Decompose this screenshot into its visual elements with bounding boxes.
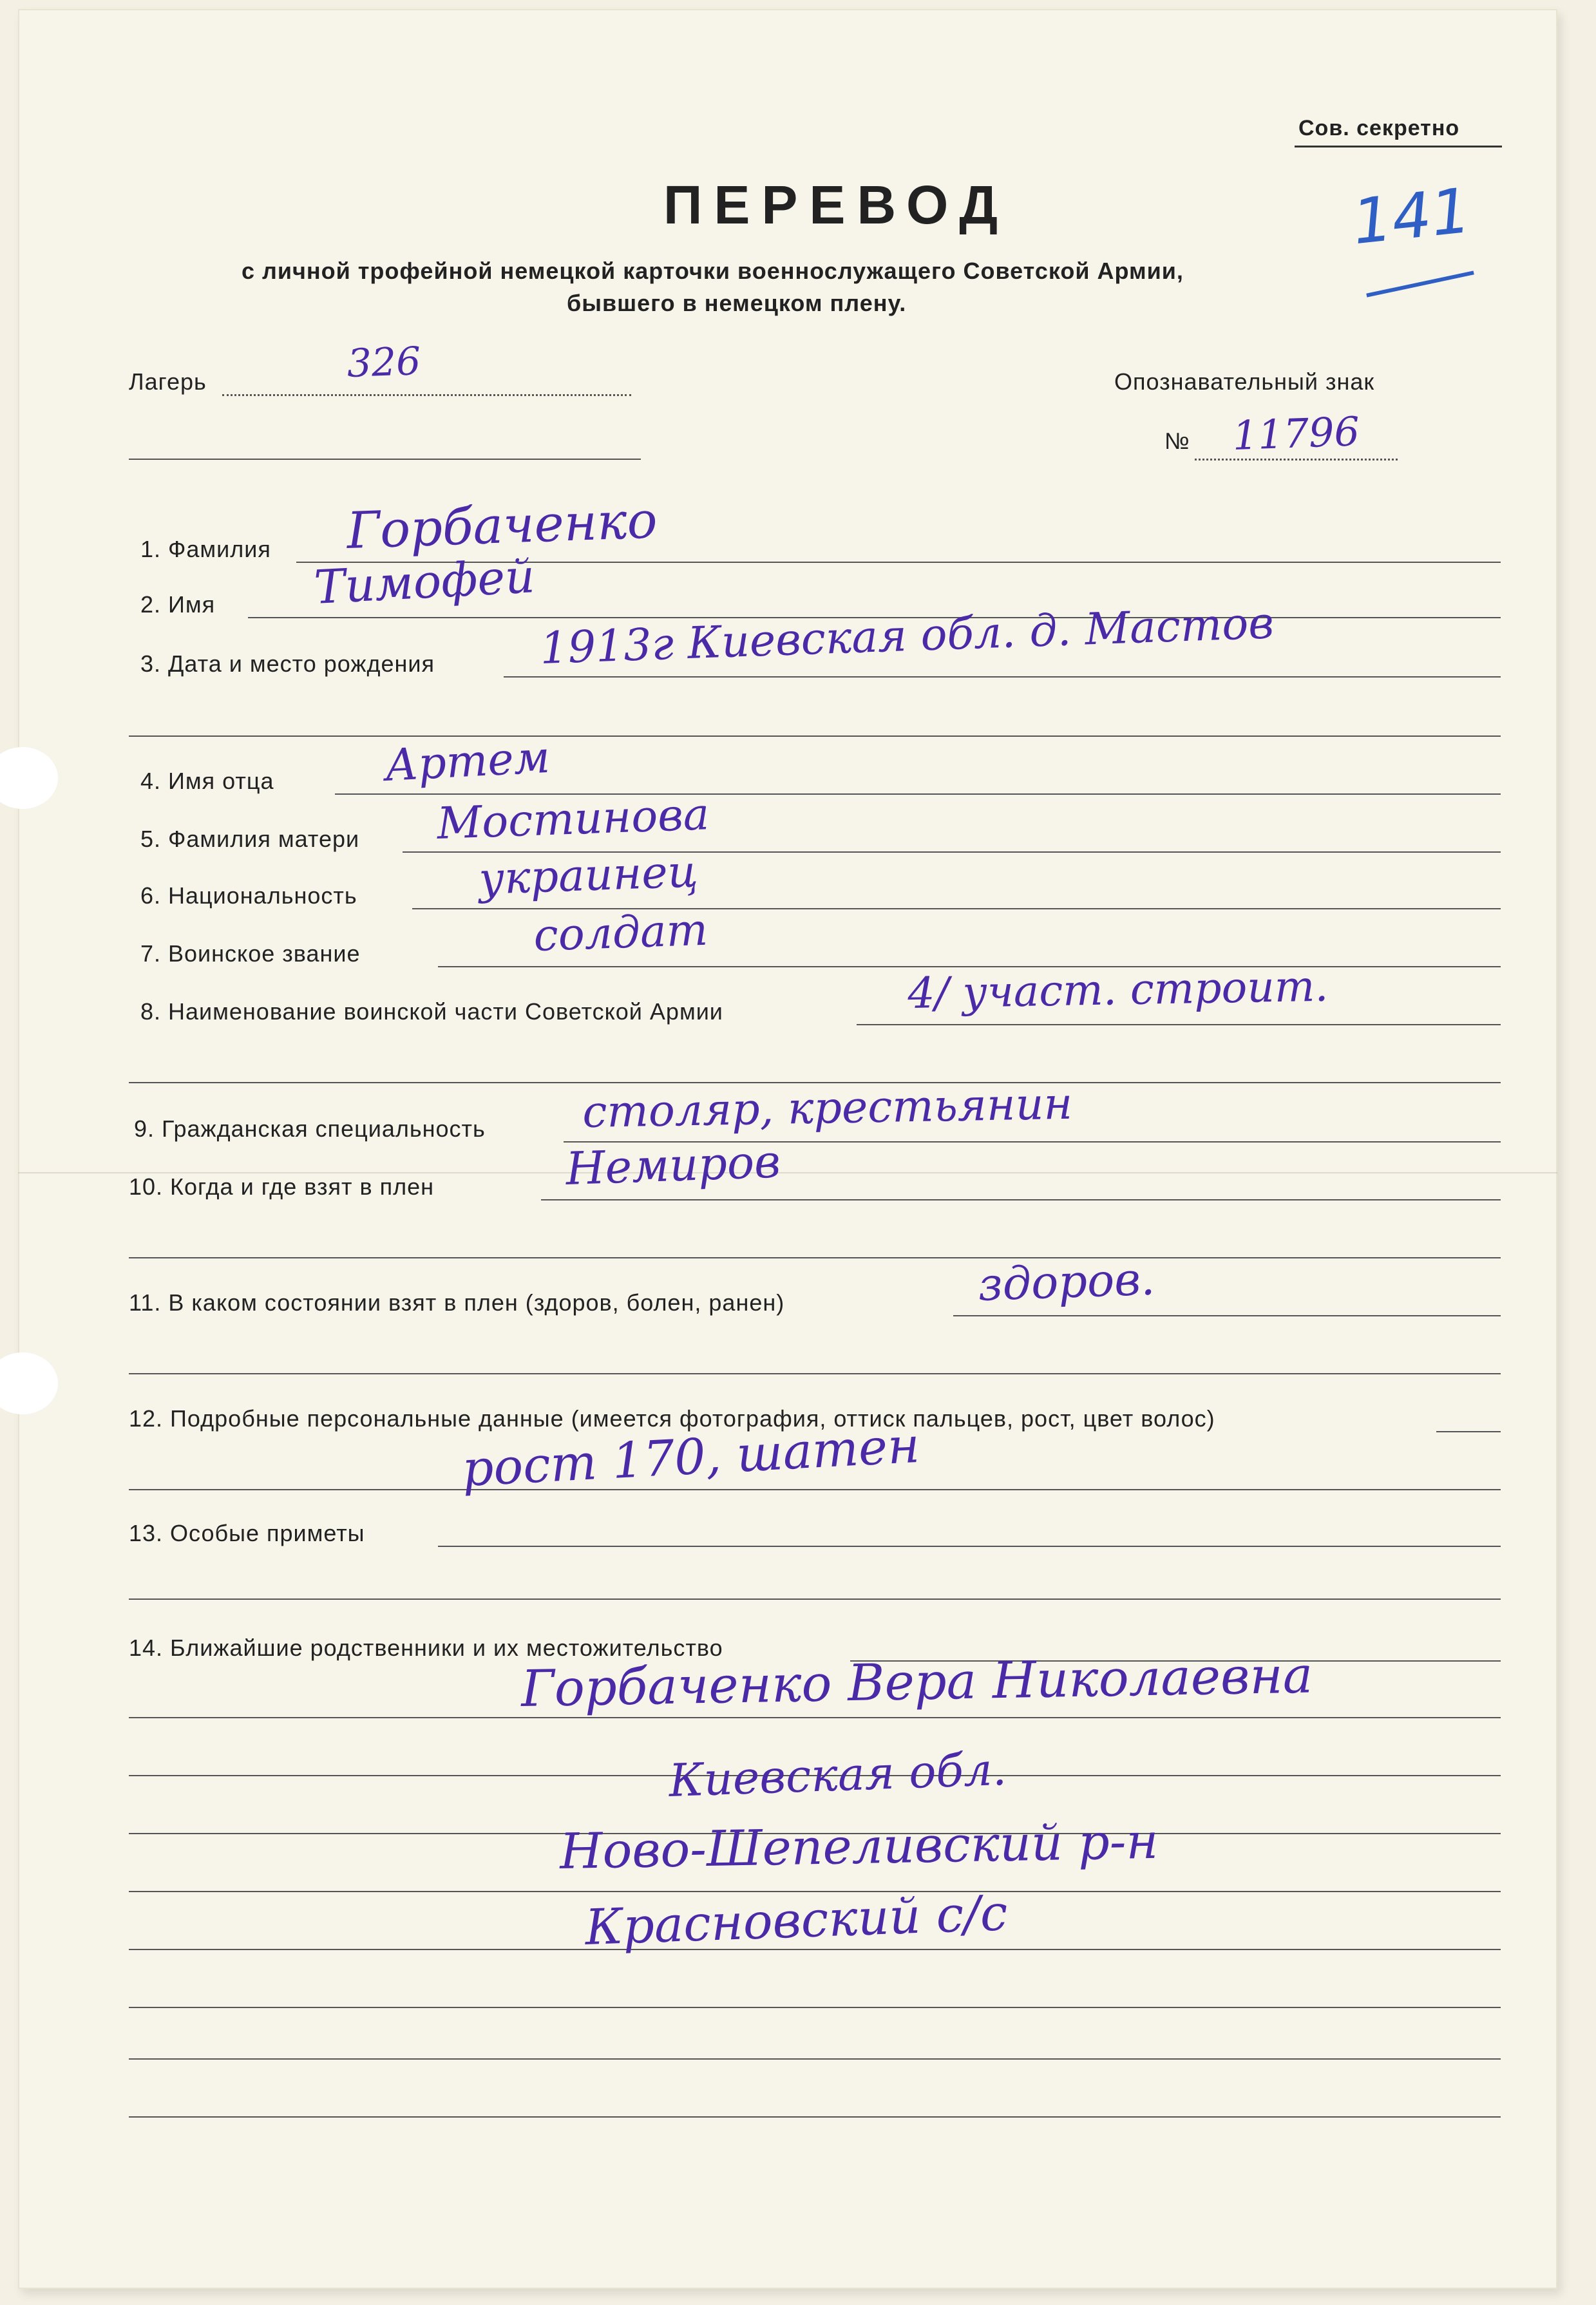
id-mark-label: Опознавательный знак — [1114, 368, 1375, 395]
field-label-first-name: 2. Имя — [140, 591, 216, 618]
field-value-captured-when-where: Немиров — [565, 1135, 782, 1195]
field-line-birth — [504, 676, 1501, 678]
field-line-capture-condition — [953, 1315, 1501, 1316]
field-line-captured-when-where — [541, 1199, 1501, 1200]
field-label-military-unit: 8. Наименование воинской части Советской Армии — [140, 998, 723, 1025]
relatives-line — [129, 2007, 1501, 2008]
relatives-line — [129, 2116, 1501, 2118]
field-line-condition-extra — [129, 1373, 1501, 1374]
relatives-name: Горбаченко Вера Николаевна — [520, 1646, 1313, 1718]
field-label-father-name: 4. Имя отца — [140, 768, 274, 794]
relatives-line — [129, 1949, 1501, 1950]
field-line-father-name — [335, 793, 1501, 795]
field-value-surname: Горбаченко — [345, 491, 658, 560]
relatives-line — [129, 2058, 1501, 2060]
field-line-personal-data — [1436, 1431, 1501, 1432]
field-value-first-name: Тимофей — [312, 549, 537, 614]
camp-value: 326 — [346, 339, 422, 386]
field-value-personal-data: рост 170, шатен — [461, 1416, 922, 1497]
field-value-civil-profession: столяр, крестьянин — [582, 1078, 1073, 1138]
field-label-capture-condition: 11. В каком состоянии взят в плен (здоров, болен, ранен) — [129, 1289, 785, 1316]
field-value-capture-condition: здоров. — [977, 1252, 1156, 1311]
classification-label: Сов. секретно — [1298, 116, 1460, 140]
field-line-special-marks — [438, 1546, 1501, 1547]
field-value-birth: 1913г Киевская обл. д. Мастов — [539, 598, 1275, 674]
field-label-mother-surname: 5. Фамилия матери — [140, 826, 360, 852]
field-label-relatives: 14. Ближайшие родственники и их местожительство — [129, 1635, 723, 1661]
camp-line — [222, 394, 631, 396]
field-label-captured-when-where: 10. Когда и где взят в плен — [129, 1173, 434, 1200]
field-value-mother-surname: Мостинова — [436, 789, 710, 849]
field-line-military-unit — [857, 1024, 1501, 1025]
id-number-sign: № — [1164, 428, 1190, 454]
field-label-civil-profession: 9. Гражданская специальность — [134, 1115, 486, 1142]
classification-underline — [1295, 146, 1502, 147]
camp-extra-line — [129, 459, 641, 460]
field-line-special-marks-extra — [129, 1598, 1501, 1600]
field-label-special-marks: 13. Особые приметы — [129, 1520, 365, 1546]
field-label-personal-data: 12. Подробные персональные данные (имеется фотография, оттиск пальцев, рост, цвет волос) — [129, 1405, 1215, 1432]
handwritten-stamp-number: 141 — [1349, 174, 1474, 259]
relatives-line — [129, 1717, 1501, 1718]
camp-label: Лагерь — [129, 368, 207, 395]
id-number-value: 11796 — [1231, 408, 1361, 459]
subtitle-line-2: бывшего в немецком плену. — [567, 290, 907, 316]
field-value-father-name: Артем — [383, 732, 551, 792]
field-value-nationality: украинец — [478, 846, 699, 905]
field-label-nationality: 6. Национальность — [140, 882, 357, 909]
field-value-military-unit: 4/ участ. строит. — [907, 961, 1329, 1018]
field-label-rank: 7. Воинское звание — [140, 940, 361, 967]
field-line-birth-extra — [129, 735, 1501, 737]
field-line-personal-data-extra — [129, 1489, 1501, 1490]
field-label-birth: 3. Дата и место рождения — [140, 650, 435, 677]
field-label-surname: 1. Фамилия — [140, 536, 271, 562]
field-line-captured-extra — [129, 1257, 1501, 1258]
id-number-line — [1195, 459, 1398, 460]
relatives-district: Ново-Шепеливский р-н — [559, 1812, 1159, 1880]
page-title: ПЕРЕВОД — [663, 175, 1010, 235]
relatives-village-council: Красновский с/с — [584, 1884, 1009, 1956]
subtitle-line-1: с личной трофейной немецкой карточки военнослужащего Советской Армии, — [242, 258, 1184, 284]
field-value-rank: солдат — [533, 904, 709, 962]
relatives-region: Киевская обл. — [668, 1742, 1008, 1807]
